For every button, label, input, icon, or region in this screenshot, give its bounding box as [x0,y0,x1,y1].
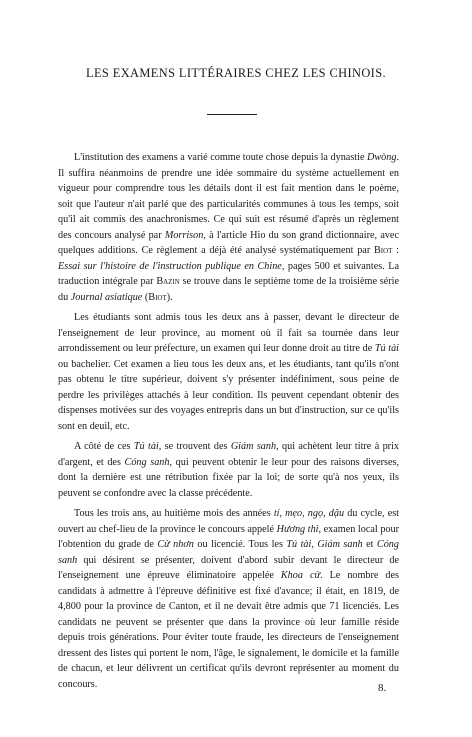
text-run: , se trouvent des [158,441,231,452]
title-rule [207,114,257,115]
text-run: L'institution des examens a varié comme toute chose depuis la dynastie [74,152,368,163]
smallcaps-author: Biot [373,245,393,256]
text-run: du cycle, est ouvert au chef-lieu de la province le concours appelé [58,508,400,535]
italic-term: Cóng sanh [124,456,170,468]
page-title: LES EXAMENS LITTÉRAIRES CHEZ LES CHINOIS. [86,66,386,80]
smallcaps-author: Bazin [156,276,180,287]
italic-term: Hương thi [276,523,319,535]
paragraph-1 [58,150,399,305]
text-run: qui désirent se présenter, doivent d'abord subir devant le directeur de l'enseignement une épreuve éliminatoire appelée [58,554,399,581]
smallcaps-author: Biot [148,291,167,303]
text-run: , à l'article Hio du son grand dictionnaire, avec quelques additions. Ce règlement a déjà été analysé systématiquement par [58,229,399,256]
text-run: Les étudiants sont admis tous les deux ans à passer, devant le directeur de l'enseignement de leur province, au moment où il fait sa tournée dans leur arrondissement ou leur préfecture, un examen qui leur donne droit au titre de [58,312,399,354]
text-run: ). [166,291,173,303]
text-run: , qui peuvent obtenir le leur pour des raisons diverses, dont la dernière est une rétribution fixée par la loi; de sorte qu'à nos yeux, ils peuvent se confondre avec la classe précédente. [58,456,399,499]
text-run: ou licencié. Tous les [193,539,287,550]
italic-term: Dwòng [367,152,397,163]
text-run: , qui achètent leur titre à prix d'argent, et des [58,441,399,468]
paragraph-2 [58,310,399,434]
page-number: 8. [378,682,387,694]
italic-term: Cử nhơn [157,539,194,550]
text-run: : [392,245,399,256]
text-run: ( [142,291,149,303]
text-run: . Le nombre des candidats à admettre à l'épreuve définitive est fixé d'avance; il était, en 1819, de 4,800 pour la province de Canton, et il ne devait être admis que 71 licenciés. Les candidats ne peuvent se présenter que dans la province où leur famille réside depuis trois générations. Pour éviter toute fraude, les directeurs de l'enseignement dressent des listes qui portent le nom, l'âge, le signalement, le domicile et la famille de chacun, et leur délivrent un certificat qu'ils devront représenter au moment du concours. [58,570,400,690]
body-text [58,150,399,697]
text-run: et [362,539,377,550]
text-run: . Il suffira néanmoins de prendre une idée sommaire du système actuellement en vigueur pour comprendre tous les détails dont il est fait mention dans le poème, soit que l'auteur n'ait parlé que des particularités communes à tous les temps, soit qu'il ait commis des anachronismes. Ce qui suit est résumé d'après un règlement des concours analysé par [58,152,399,241]
text-run: , examen local pour l'obtention du grade de [58,523,400,550]
italic-term: Tú tài [374,343,400,354]
text-run: , pages 500 et suivantes. La traduction intégrale par [58,260,399,287]
italic-term: Tú tài, Giám sanh [286,539,363,550]
text-run: A côté de ces [74,441,134,452]
italic-term: Giám sanh [230,441,277,452]
paragraph-4 [58,506,399,692]
italic-author: Morrison [164,229,204,241]
paragraph-3 [58,439,399,501]
text-run: se trouve dans le septième tome de la troisième série du [58,276,399,303]
italic-journal-title: Journal asiatique [70,291,143,303]
italic-term: Cóng sanh [58,539,399,566]
text-run: Tous les trois ans, au huitième mois des années [74,508,274,519]
italic-term: Tú tài [133,441,159,452]
italic-term: Khoa cử [280,570,321,581]
text-run: ou bachelier. Cet examen a lieu tous les deux ans, et les étudiants, tant qu'ils n'ont pas obtenu le titre supérieur, doivent s'y présenter indéfiniment, sous peine de perdre les privilèges attachés à leur condition. Ils peuvent cependant obtenir des dispenses motivées sur des voyages entrepris dans un but d'instruction, sur ce qu'ils sont en deuil, etc. [58,358,399,432]
italic-term: tí, mẹo, ngọ, dậu [273,508,345,519]
italic-work-title: Essai sur l'histoire de l'instruction publique en Chine [58,260,282,272]
